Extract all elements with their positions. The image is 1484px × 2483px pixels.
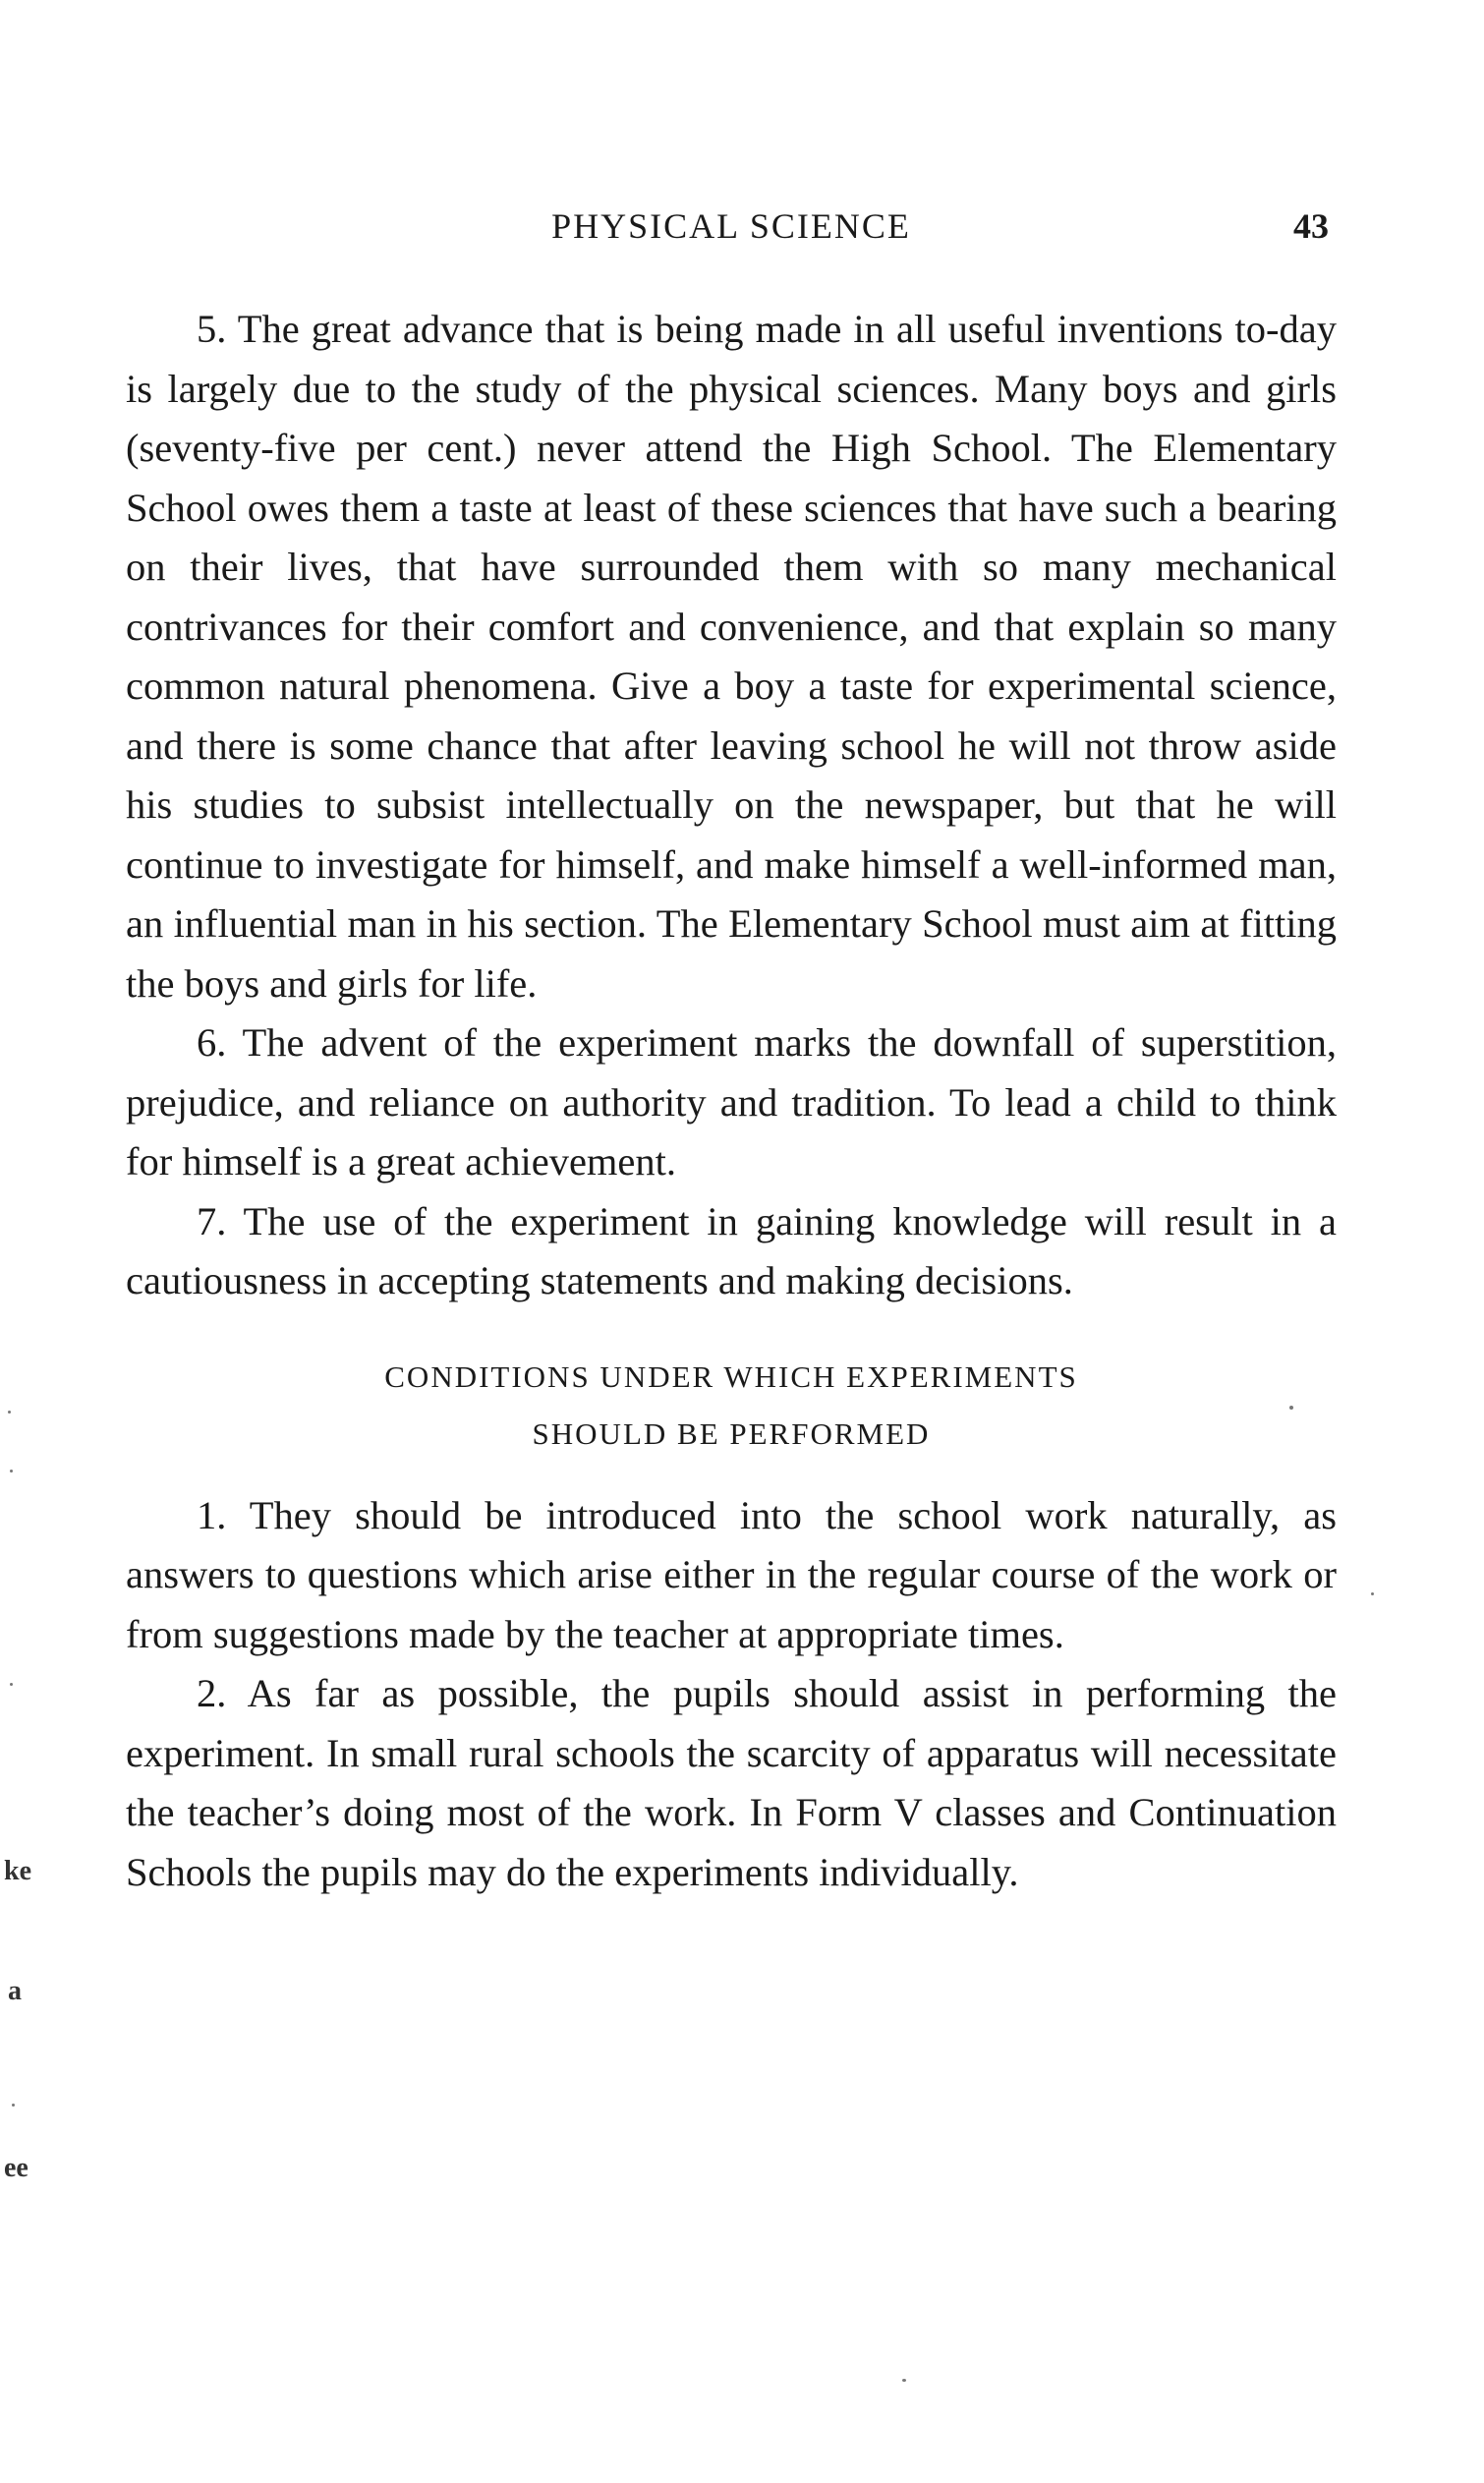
margin-mark: ke [4,1856,31,1886]
running-title: PHYSICAL SCIENCE [551,206,911,246]
scan-speck [10,1470,13,1472]
paragraph-5: 5. The great advance that is being made in all useful inventions to-day is largely due to the study of the physical sciences. Many boys and girls (seventy-five per cent.) never attend the High School. The Elementary School owes them a taste at least of these sciences that have such a bearing on their lives, that have surrounded them with so many mechanical contrivances for their comfort and convenience, and that explain so many common natural phenomena. Give a boy a taste for experimental science, and there is some chance that after leaving school he will not throw aside his studies to subsist intellectually on the newspaper, but that he will continue to investigate for himself, and make himself a well-informed man, an influential man in his section. The Elementary School must aim at fitting the boys and girls for life. [126,307,1337,1006]
margin-mark: ee [4,2153,29,2183]
scan-speck [12,2104,15,2107]
paragraph-6: 6. The advent of the experiment marks the downfall of superstition, prejudice, and reliance on authority and tradition. To lead a child to think for himself is a great achievement. [126,1020,1337,1184]
section-heading-line-1: CONDITIONS UNDER WHICH EXPERIMENTS [384,1358,1078,1394]
scan-speck [10,1683,13,1686]
scan-speck [1289,1406,1293,1410]
left-margin-bleed-marks [0,0,59,2483]
section-heading [126,1349,1337,1463]
scan-speck [902,2379,906,2382]
condition-paragraph-1: 1. They should be introduced into the school work naturally, as answers to questions which arise either in the regular course of the work or from suggestions made by the teacher at appropriate times. [126,1492,1337,1656]
page-number: 43 [1293,206,1329,246]
section-heading-line-2: SHOULD BE PERFORMED [532,1415,931,1451]
condition-paragraph-2: 2. As far as possible, the pupils should assist in performing the experiment. In small rural schools the scarcity of apparatus will necessitate the teacher’s doing most of the work. In Form V classes and Continuation Schools the pupils may do the experiments individually. [126,1671,1337,1894]
margin-mark: a [8,1976,22,2006]
running-head [126,202,1337,251]
paragraph-7: 7. The use of the experiment in gaining knowledge will result in a cautiousness in accepting statements and making decisions. [126,1198,1337,1302]
scan-speck [1371,1592,1374,1595]
scan-speck [8,1411,11,1414]
body-text [126,300,1337,1902]
